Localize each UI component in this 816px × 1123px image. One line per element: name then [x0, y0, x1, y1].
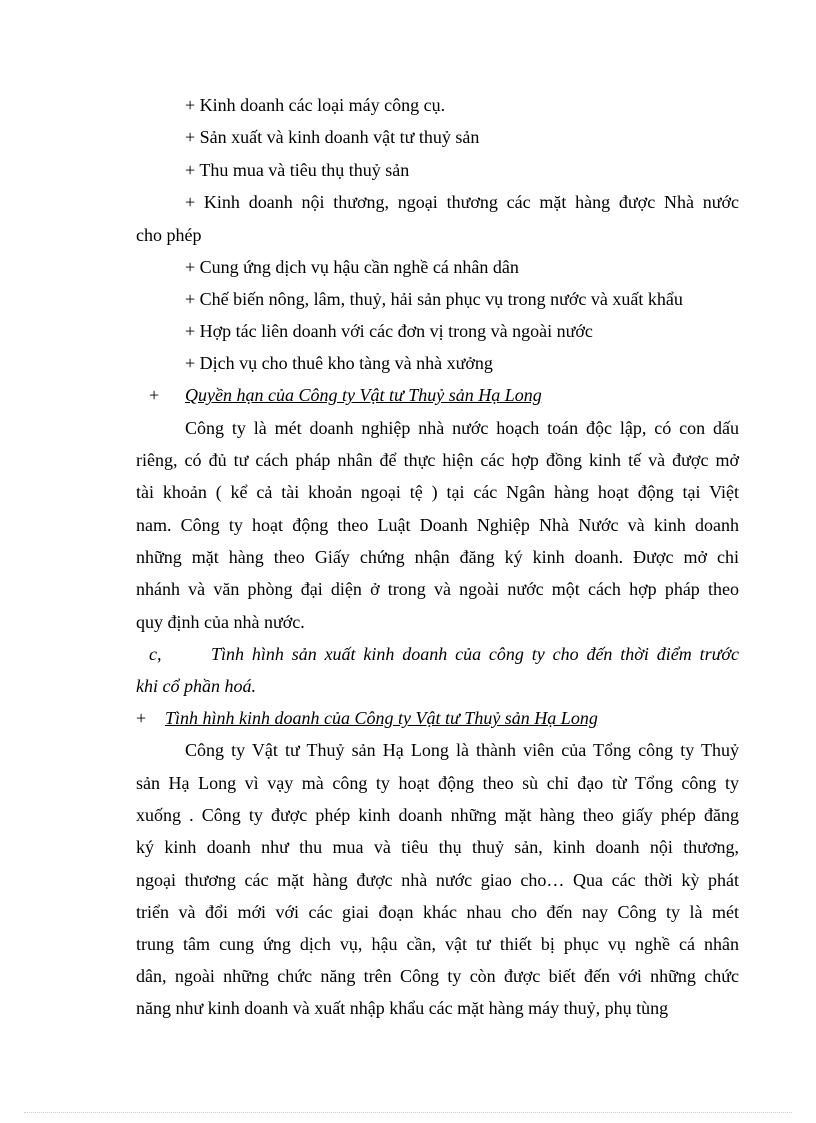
paragraph-line: riêng, có đủ tư cách pháp nhân để thực hiện các hợp đồng kinh tế và được mở [136, 450, 739, 470]
list-item: + Thu mua và tiêu thụ thuỷ sản [185, 160, 410, 180]
section-heading: Quyền hạn của Công ty Vật tư Thuỷ sản Hạ Long [185, 385, 542, 405]
paragraph-line: trung tâm cung ứng dịch vụ, hậu cần, vật tư thiết bị phục vụ nghề cá nhân [136, 934, 739, 954]
paragraph-line: nam. Công ty hoạt động theo Luật Doanh Nghiệp Nhà Nước và kinh doanh [136, 515, 739, 535]
paragraph-line: năng như kinh doanh và xuất nhập khẩu các mặt hàng máy thuỷ, phụ tùng [136, 998, 669, 1018]
section-title: Tình hình sản xuất kinh doanh của công ty cho đến thời điểm trước [211, 644, 739, 664]
section-bullet: + [149, 385, 160, 405]
page-bottom-rule [24, 1112, 792, 1113]
paragraph-line: tài khoản ( kể cả tài khoản ngoại tệ ) tại các Ngân hàng hoạt động tại Việt [136, 482, 739, 502]
list-item: + Chế biến nông, lâm, thuỷ, hải sản phục vụ trong nước và xuất khẩu [185, 289, 683, 309]
paragraph-line: ký kinh doanh như thu mua và tiêu thụ thuỷ sản, kinh doanh nội thương, [136, 837, 739, 857]
paragraph-line: Công ty là mét doanh nghiệp nhà nước hoạch toán độc lập, có con dấu [185, 418, 739, 438]
list-item: + Kinh doanh các loại máy công cụ. [185, 95, 446, 115]
paragraph-line: quy định của nhà nước. [136, 612, 305, 632]
section-bullet: + [136, 708, 147, 728]
section-label: c, [149, 644, 162, 664]
paragraph-line: sản Hạ Long vì vạy mà công ty hoạt động theo sù chỉ đạo từ Tổng công ty [136, 773, 739, 793]
list-item: + Cung ứng dịch vụ hậu cần nghề cá nhân dân [185, 257, 519, 277]
paragraph-line: nhánh và văn phòng đại diện ở trong và ngoài nước một cách hợp pháp theo [136, 579, 739, 599]
paragraph-line: dân, ngoài những chức năng trên Công ty còn được biết đến với những chức [136, 966, 739, 986]
paragraph-line: triển và đổi mới với các giai đoạn khác nhau cho đến nay Công ty là mét [136, 902, 739, 922]
paragraph-line: Công ty Vật tư Thuỷ sản Hạ Long là thành viên của Tổng công ty Thuỷ [185, 740, 739, 760]
list-item: + Hợp tác liên doanh với các đơn vị trong và ngoài nước [185, 321, 593, 341]
list-item: + Dịch vụ cho thuê kho tàng và nhà xưởng [185, 353, 493, 373]
section-heading: Tình hình kinh doanh của Công ty Vật tư Thuỷ sản Hạ Long [165, 708, 598, 728]
list-item: + Sản xuất và kinh doanh vật tư thuỷ sản [185, 127, 480, 147]
list-item: + Kinh doanh nội thương, ngoại thương các mặt hàng được Nhà nước [185, 192, 739, 212]
paragraph-line: những mặt hàng theo Giấy chứng nhận đăng ký kinh doanh. Được mở chi [136, 547, 739, 567]
paragraph-line: xuống . Công ty được phép kinh doanh những mặt hàng theo giấy phép đăng [136, 805, 739, 825]
paragraph-line: ngoại thương các mặt hàng được nhà nước giao cho… Qua các thời kỳ phát [136, 870, 739, 890]
list-item-continuation: cho phép [136, 225, 202, 245]
section-title-continuation: khi cổ phần hoá. [136, 676, 256, 696]
